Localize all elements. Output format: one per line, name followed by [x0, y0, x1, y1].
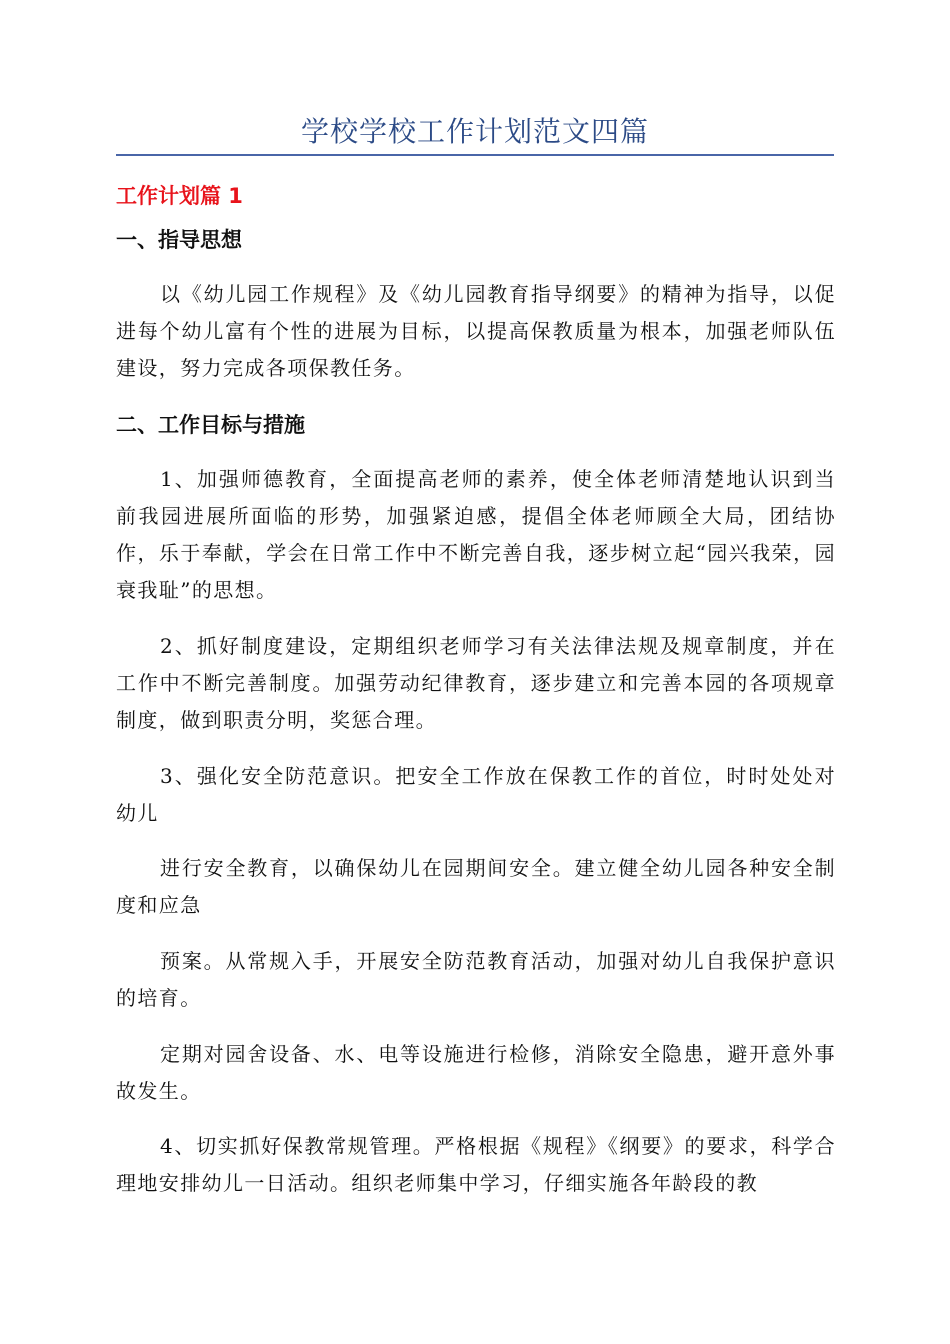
paragraph-item-4: 4、切实抓好保教常规管理。严格根据《规程》《纲要》的要求，科学合理地安排幼儿一日活动。组织老师集中学习，仔细实施各年龄段的教	[116, 1134, 836, 1195]
paragraph-item-3b: 进行安全教育，以确保幼儿在园期间安全。建立健全幼儿园各种安全制度和应急	[116, 856, 836, 917]
section-heading-goals-measures: 二、工作目标与措施	[116, 413, 305, 437]
paragraph-item-2: 2、抓好制度建设，定期组织老师学习有关法律法规及规章制度，并在工作中不断完善制度。加强劳动纪律教育，逐步建立和完善本园的各项规章制度，做到职责分明，奖惩合理。	[116, 634, 836, 732]
paragraph-item-1: 1、加强师德教育，全面提高老师的素养，使全体老师清楚地认识到当前我园进展所面临的形势，加强紧迫感，提倡全体老师顾全大局，团结协作，乐于奉献，学会在日常工作中不断完善自我，逐步树立起“园兴我荣，园衰我耻”的思想。	[116, 467, 836, 602]
plan-heading: 工作计划篇 1	[116, 184, 243, 208]
paragraph-item-3d: 定期对园舍设备、水、电等设施进行检修，消除安全隐患，避开意外事故发生。	[116, 1042, 836, 1103]
section-heading-guiding-ideology: 一、指导思想	[116, 228, 242, 252]
paragraph-item-3a: 3、强化安全防范意识。把安全工作放在保教工作的首位，时时处处对幼儿	[116, 764, 836, 825]
document-title: 学校学校工作计划范文四篇	[300, 115, 649, 148]
paragraph-item-3c: 预案。从常规入手，开展安全防范教育活动，加强对幼儿自我保护意识的培育。	[116, 949, 836, 1010]
paragraph-guiding-ideology: 以《幼儿园工作规程》及《幼儿园教育指导纲要》的精神为指导，以促进每个幼儿富有个性的进展为目标，以提高保教质量为根本，加强老师队伍建设，努力完成各项保教任务。	[116, 282, 836, 380]
title-divider	[116, 154, 834, 156]
